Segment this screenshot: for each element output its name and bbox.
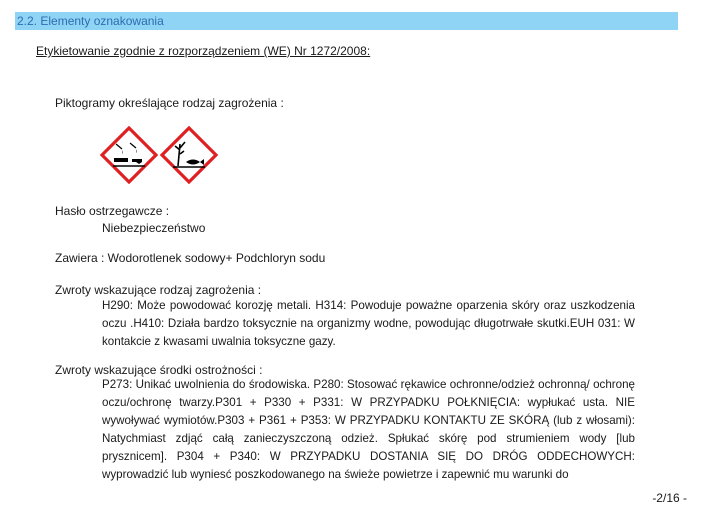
labelling-heading: Etykietowanie zgodnie z rozporządzeniem (WE) Nr 1272/2008:: [36, 44, 371, 58]
hazard-statements-text: H290: Może powodować korozję metali. H314: Powoduje poważne oparzenia skóry oraz uszkodzenia oczu .H410: Działa bardzo toksycznie na organizmy wodne, powodując długotrwałe skutki.EUH 031: W kontakcie z kwasami uwalnia toksyczne gazy.: [102, 299, 635, 348]
page-number: -2/16 -: [652, 491, 687, 505]
signal-word-value: Niebezpieczeństwo: [102, 221, 206, 235]
contains-line: Zawiera : Wodorotlenek sodowy+ Podchloryn sodu: [55, 251, 326, 265]
hazard-statements-label: Zwroty wskazujące rodzaj zagrożenia :: [55, 283, 262, 297]
section-header: 2.2. Elementy oznakowania: [15, 12, 678, 30]
pictograms: [100, 126, 220, 184]
precautionary-statements-label: Zwroty wskazujące środki ostrożności :: [55, 363, 263, 377]
environment-icon: [162, 128, 216, 182]
pictograms-heading: Piktogramy określające rodzaj zagrożenia :: [55, 96, 284, 110]
corrosion-icon: [102, 128, 156, 182]
signal-word-label: Hasło ostrzegawcze :: [55, 204, 170, 218]
precautionary-statements-text: P273: Unikać uwolnienia do środowiska. P280: Stosować rękawice ochronne/odzież ochronną/ ochronę oczu/ochronę twarzy.P301 + P330 + P331: W PRZYPADKU POŁKNIĘCIA: wypłukać usta. NIE wywoływać wymiotów.P303 + P361 + P353: W PRZYPADKU KONTAKTU ZE SKÓRĄ (lub z włosami): Natychmiast zdjąć całą zanieczyszczoną odzież. Spłukać skórę pod strumieniem wody [lub prysznicem]. P304 + P340: W PRZYPADKU DOSTANIA SIĘ DO DRÓG ODDECHOWYCH: wyprowadzić lub wyniesć poszkodowanego na świeże powietrze i zapewnić mu warunki do: [102, 378, 635, 481]
